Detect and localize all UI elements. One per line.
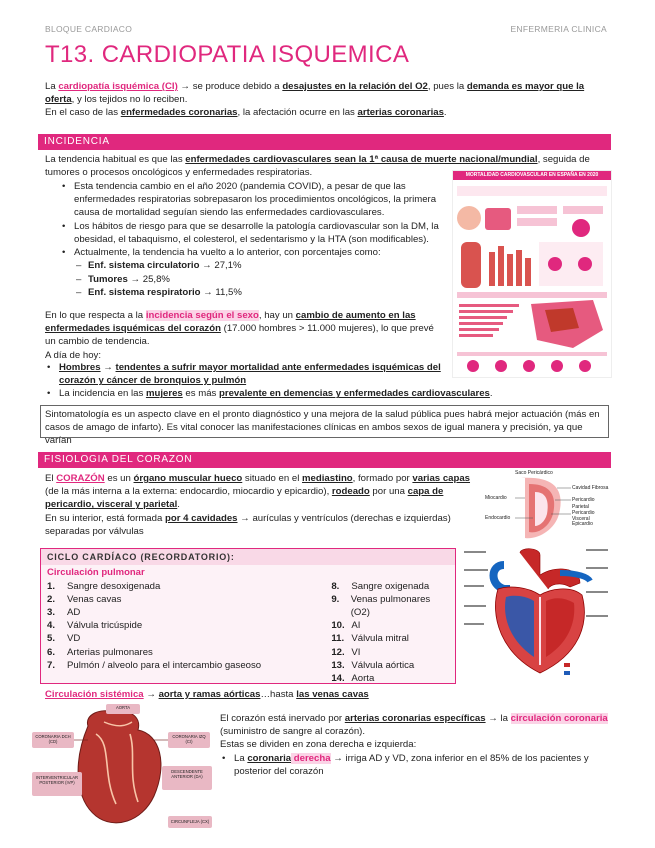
- mortality-infographic: [452, 170, 612, 378]
- list-item: 5. VD: [47, 633, 81, 645]
- ciclo-content: [41, 565, 455, 686]
- list-item: 2. Venas cavas: [47, 593, 122, 605]
- coronaria-text: El corazón está inervado por arterias coronarias específicas → la circulación coronaria (suministro de sangre al corazón). Estas se dividen en zona derecha e izquierda: • La coronaria derecha → irriga AD y VD, zona inferior en el 85% de los pacientes y posterior del corazón: [220, 712, 610, 778]
- layer-label: Saco Pericárdico: [515, 470, 553, 476]
- intro-line-2: En el caso de las enfermedades coronarias, la afectación ocurre en las arterias coronarias.: [45, 107, 447, 119]
- coronary-label: INTERVENTRICULAR POSTERIOR (IVP): [35, 775, 79, 785]
- fisiologia-text: El CORAZÓN es un órgano muscular hueco situado en el mediastino, formado por varias capas (de la más interna a la externa: endocardio, miocardio y epicardio), rodeado por una capa de pericardio, visceral y parietal. En su interior, está formada por 4 cavidades → aurículas y ventrículos (derechas e izquierdas) separadas por válvulas: [45, 473, 471, 537]
- ciclo-subtitle: Circulación pulmonar: [47, 567, 145, 579]
- ciclo-cardiaco-box: [40, 548, 456, 684]
- list-item: 11. Válvula mitral: [331, 633, 409, 645]
- list-item: • Esta tendencia cambio en el año 2020 (pandemia COVID), a pesar de que las enfermedades respiratorias sobrepasaron los procedimientos oncológicos, la primera causa de mortalidad seguían siendo las enfermedades cardiovasculares.: [64, 180, 445, 220]
- page-title: T13. CARDIOPATIA ISQUEMICA: [45, 41, 410, 68]
- heart-layers-diagram: [485, 470, 610, 542]
- list-item: – Enf. sistema circulatorio → 27,1%: [76, 259, 445, 272]
- list-item: • Hombres → tendentes a sufrir mayor mortalidad ante enfermedades isquémicas del corazón y cáncer de bronquios y pulmón: [49, 361, 449, 387]
- incidencia-list: [50, 180, 445, 299]
- list-item: 7. Pulmón / alveolo para el intercambio gaseoso: [47, 659, 262, 671]
- coronary-label: CIRCUNFLEJA (CX): [170, 819, 210, 824]
- intro: [45, 80, 610, 120]
- coronary-label: CORONARIA DCH (CD): [35, 734, 71, 744]
- heart-anatomy-graphic: [460, 545, 612, 685]
- heart-anatomy-diagram: [460, 545, 612, 685]
- list-item: 8. Sangre oxigenada: [331, 580, 430, 592]
- list-item: 14. Aorta: [331, 673, 375, 685]
- list-item: 9. Venas pulmonares (O2): [331, 593, 431, 618]
- coronary-label: DESCENDENTE ANTERIOR (DA): [171, 769, 203, 779]
- layer-label: Endocardio: [485, 515, 511, 521]
- list-item: • La coronaria derecha → irriga AD y VD, zona inferior en el 85% de los pacientes y posterior del corazón: [224, 752, 610, 778]
- ciclo-title: CICLO CARDÍACO (RECORDATORIO):: [41, 549, 455, 565]
- list-item: 6. Arterias pulmonares: [47, 646, 153, 658]
- infographic-graphics: [453, 180, 611, 378]
- incidencia-sexo-list: [45, 361, 610, 401]
- ciclo-left-list: [47, 580, 331, 686]
- layer-label: Pericardio Visceral Epicardio: [572, 510, 595, 527]
- infographic-title: MORTALIDAD CARDIOVASCULAR EN ESPAÑA EN 2020: [453, 171, 611, 180]
- layer-label: Cavidad Fibrosa: [572, 485, 609, 491]
- list-item: 3. AD: [47, 606, 81, 618]
- section-fisiologia: FISIOLOGIA DEL CORAZON: [38, 452, 611, 468]
- list-item: 13. Válvula aórtica: [331, 659, 415, 671]
- header-right: ENFERMERIA CLINICA: [510, 24, 607, 34]
- list-item: • La incidencia en las mujeres es más prevalente en demencias y enfermedades cardiovasculares.: [49, 387, 610, 400]
- list-item: – Enf. sistema respiratorio → 11,5%: [76, 286, 445, 299]
- sintomatologia-box: Sintomatología es un aspecto clave en el pronto diagnóstico y una mejora de la salud pública pues habrá mejor actuación (más en casos de amago de infarto). Es vital conocer las manifestaciones clínicas en ambos sexos de igual manera y precisión, ya que varían: [40, 405, 609, 438]
- circulacion-sistemica: Circulación sistémica → aorta y ramas aórticas…hasta las venas cavas: [45, 689, 369, 700]
- coronary-label: CORONARIA IZQ (CI): [172, 734, 206, 744]
- section-incidencia: INCIDENCIA: [38, 134, 611, 150]
- list-item: 4. Válvula tricúspide: [47, 620, 143, 632]
- list-item: • Actualmente, la tendencia ha vuelto a lo anterior, con porcentajes como:: [64, 246, 445, 259]
- hoy-label: A día de hoy:: [45, 349, 102, 361]
- header-left: BLOQUE CARDIACO: [45, 24, 133, 34]
- list-item: – Tumores → 25,8%: [76, 273, 445, 286]
- incidencia-p1: La tendencia habitual es que las enfermedades cardiovasculares sean la 1ª causa de muerte nacional/mundial, seguida de tumores o procesos oncológicos y enfermedades respiratorias.: [45, 154, 590, 179]
- incidencia-sexo: En lo que respecta a la incidencia según el sexo, hay un cambio de aumento en las enfermedades isquémicas del corazón (17.000 hombres > 11.000 mujeres), lo que prevé un cambio de tendencia. A día de hoy:: [45, 309, 440, 362]
- ciclo-right-list: [331, 580, 449, 686]
- list-item: 10. AI: [331, 620, 361, 632]
- coronary-label: AORTA: [115, 705, 131, 710]
- coronary-arteries-diagram: [32, 704, 212, 834]
- intro-line-1: La cardiopatía isquémica (CI) → se produce debido a desajustes en la relación del O2, pues la demanda es mayor que la oferta, y los tejidos no lo reciben.: [45, 81, 585, 106]
- list-item: • Los hábitos de riesgo para que se desarrolle la patología cardiovascular son la DM, la obesidad, el tabaquismo, el colesterol, el sedentarismo y la HTA (son modificables).: [64, 220, 445, 246]
- layer-label: Miocardio: [485, 495, 507, 501]
- list-item: 12. VI: [331, 646, 361, 658]
- layer-label: Pericardio Parietal: [572, 497, 595, 510]
- coronaria-division: Estas se dividen en zona derecha e izquierda:: [220, 739, 417, 751]
- list-item: 1. Sangre desoxigenada: [47, 580, 161, 592]
